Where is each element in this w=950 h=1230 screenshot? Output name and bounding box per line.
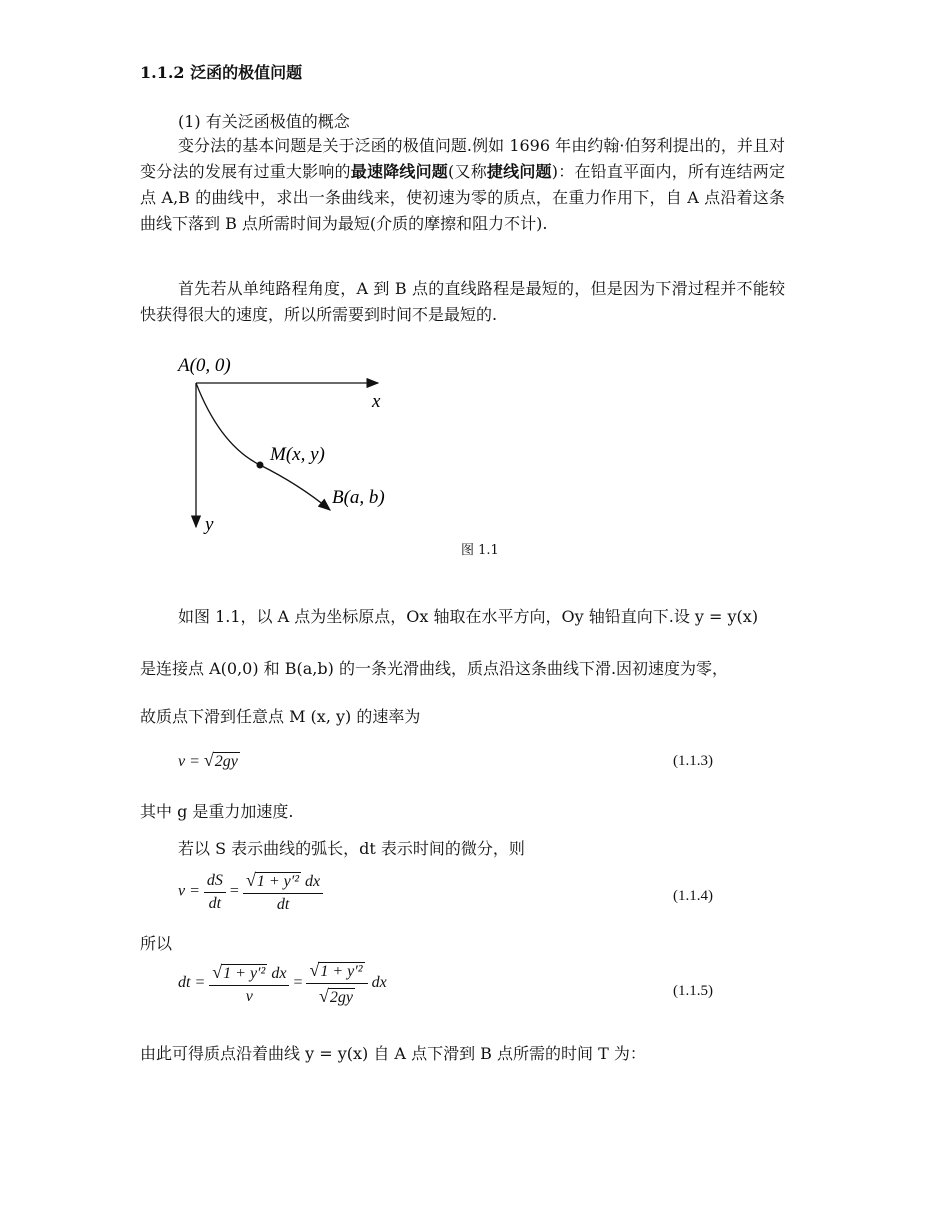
shortcut-term: 捷线问题	[486, 162, 552, 181]
point-m	[257, 462, 264, 469]
eq-radicand: 1 + y′²	[256, 873, 300, 890]
eq-tail: dx	[367, 974, 387, 992]
eq-denominator: dt	[276, 896, 290, 913]
para-text: 变分法的基本问题是关于泛函的极值问题.例如 1696 年由约翰·伯努利提出的，并且对变分法的发展有过重大影响的	[140, 136, 785, 181]
text-line: 故质点下滑到任意点 M (x, y) 的速率为	[140, 707, 421, 726]
figure-caption: 图 1.1	[461, 543, 499, 558]
eq-lhs: dt =	[178, 974, 210, 992]
para-text: (又称	[448, 162, 487, 181]
text-line: 由此可得质点沿着曲线 y = y(x) 自 A 点下滑到 B 点所需的时间 T 为：	[140, 1044, 646, 1063]
equation-1-1-4: v = $\frac{dS}{dt}$ = $\frac{\text{√1 + y′² dx}}{dt}$	[178, 870, 323, 914]
eq-lhs: v =	[178, 882, 204, 900]
eq-numerator: dS	[204, 872, 226, 893]
label-b: B(a, b)	[332, 487, 385, 508]
brachistochrone-paragraph	[140, 133, 785, 237]
concept-label: (1) 有关泛函极值的概念	[178, 112, 350, 131]
eq-equals: =	[229, 882, 243, 900]
eq-tail: dx	[301, 873, 321, 890]
eq-lhs: v =	[178, 753, 204, 770]
brachistochrone-term: 最速降线问题	[350, 162, 449, 181]
label-a: A(0, 0)	[178, 355, 231, 376]
eq-radicand: 2gy	[214, 753, 238, 770]
equation-1-1-5: dt = $\frac{\text{√1 + y′² dx}}{v}$ = $\frac{\text{√1 + y′²}}{√2gy}$ dx	[178, 960, 387, 1006]
label-x: x	[372, 391, 381, 412]
eq-radicand: 2gy	[329, 989, 354, 1006]
eq-radicand: 1 + y′²	[223, 964, 266, 982]
eq-denominator: dt	[208, 894, 222, 912]
text-line: 是连接点 A(0,0) 和 B(a,b) 的一条光滑曲线，质点沿这条曲线下滑.因初速度为零，	[140, 659, 729, 678]
equation-number: (1.1.4)	[673, 888, 713, 904]
eq-denominator: v	[245, 987, 253, 1005]
equation-number: (1.1.3)	[673, 753, 713, 769]
text-line: 若以 S 表示曲线的弧长，dt 表示时间的微分，则	[178, 839, 525, 858]
eq-radicand: 1 + y′²	[320, 963, 363, 980]
eq-tail: dx	[267, 964, 287, 982]
equation-number: (1.1.5)	[673, 983, 713, 999]
figure-1-1	[160, 345, 420, 540]
eq-equals: =	[293, 974, 307, 992]
text-line: 所以	[140, 934, 173, 953]
section-heading: 1.1.2 泛函的极值问题	[140, 63, 303, 82]
text-line: 如图 1.1，以 A 点为坐标原点，Ox 轴取在水平方向，Oy 轴铅直向下.设 y = y(x)	[178, 607, 759, 626]
para-text: )：在铅直平面内，所有连结两定点 A,B 的曲线中，求出一条曲线来，使初速为零的质点，在重力作用下，自 A 点沿着这条曲线下落到 B 点所需时间为最短(介质的摩擦和阻力不计).	[140, 162, 785, 233]
equation-1-1-3: v = √2gy	[178, 750, 238, 770]
label-y: y	[205, 514, 214, 535]
path-length-paragraph: 首先若从单纯路程角度，A 到 B 点的直线路程是最短的，但是因为下滑过程并不能较快获得很大的速度，所以所需要到时间不是最短的.	[140, 279, 785, 324]
label-m: M(x, y)	[270, 444, 325, 465]
text-line: 其中 g 是重力加速度.	[140, 802, 294, 821]
